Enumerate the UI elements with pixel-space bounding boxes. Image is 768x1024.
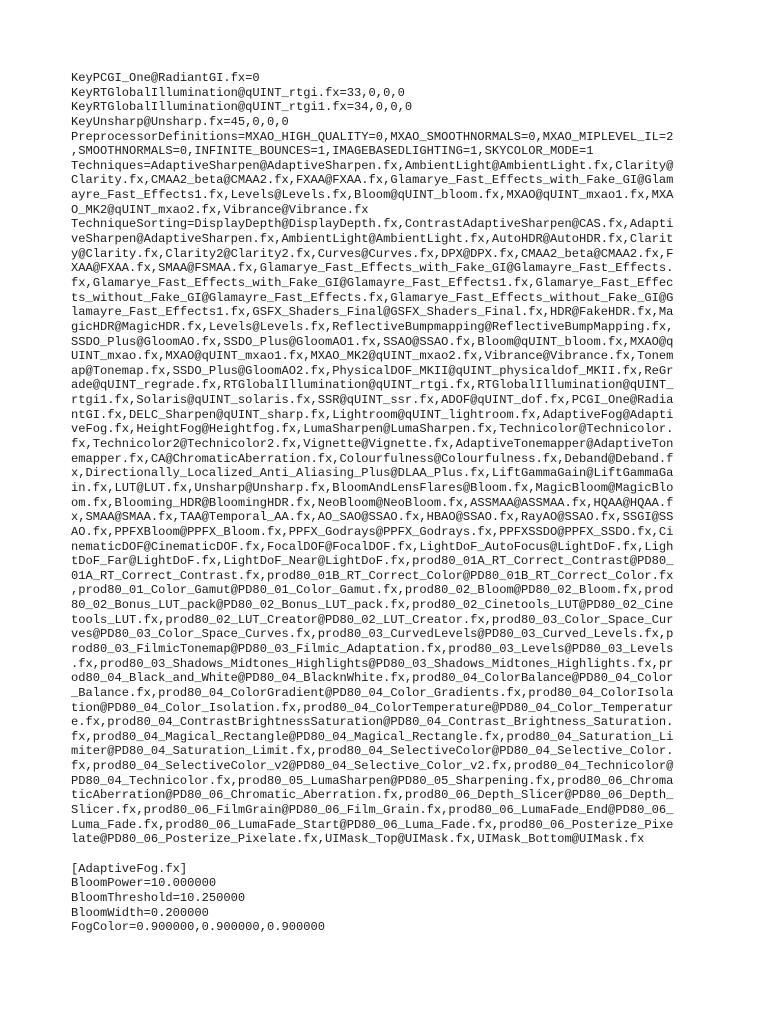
text-line: Luma_Fade.fx,prod80_06_LumaFade_Start@PD80_06_Luma_Fade.fx,prod80_06_Posterize_Pixe (71, 817, 674, 832)
text-line: emapper.fx,CA@ChromaticAberration.fx,Colourfulness@Colourfulness.fx,Deband@Deband.f (71, 451, 674, 466)
text-line: XAA@FXAA.fx,SMAA@FSMAA.fx,Glamarye_Fast_Effects_with_Fake_GI@Glamayre_Fast_Effects. (71, 261, 674, 276)
text-line: fx,prod80_04_SelectiveColor_v2@PD80_04_Selective_Color_v2.fx,prod80_04_Technicolor@ (71, 759, 674, 774)
text-line: TechniqueSorting=DisplayDepth@DisplayDepth.fx,ContrastAdaptiveSharpen@CAS.fx,Adapti (71, 217, 674, 232)
text-line: gicHDR@MagicHDR.fx,Levels@Levels.fx,ReflectiveBumpmapping@ReflectiveBumpMapping.fx, (71, 319, 674, 334)
text-line: rod80_03_FilmicTonemap@PD80_03_Filmic_Adaptation.fx,prod80_03_Levels@PD80_03_Levels (71, 641, 674, 656)
text-line: veSharpen@AdaptiveSharpen.fx,AmbientLight@AmbientLight.fx,AutoHDR@AutoHDR.fx,Clarit (71, 232, 674, 247)
text-line: O_MK2@qUINT_mxao2.fx,Vibrance@Vibrance.fx (71, 202, 369, 217)
text-line: tion@PD80_04_Color_Isolation.fx,prod80_04_ColorTemperature@PD80_04_Color_Temperatur (71, 700, 674, 715)
text-line: in.fx,LUT@LUT.fx,Unsharp@Unsharp.fx,BloomAndLensFlares@Bloom.fx,MagicBloom@MagicBlo (71, 480, 674, 495)
document-text (71, 71, 711, 949)
text-line (71, 847, 711, 862)
text-line: ap@Tonemap.fx,SSDO_Plus@GloomAO2.fx,PhysicalDOF_MKII@qUINT_physicaldof_MKII.fx,ReGr (71, 363, 674, 378)
text-line: KeyPCGI_One@RadiantGI.fx=0 (71, 71, 260, 85)
text-line: PreprocessorDefinitions=MXAO_HIGH_QUALITY=0,MXAO_SMOOTHNORMALS=0,MXAO_MIPLEVEL_IL=2 (71, 129, 674, 144)
setting-bloom-width: FogColor=0.900000,0.900000,0.900000 (71, 920, 326, 935)
text-line: late@PD80_06_Posterize_Pixelate.fx,UIMask_Top@UIMask.fx,UIMask_Bottom@UIMask.fx (71, 832, 645, 847)
text-line: KeyRTGlobalIllumination@qUINT_rtgi1.fx=34,0,0,0 (71, 100, 413, 115)
text-line: fx,Technicolor2@Technicolor2.fx,Vignette@Vignette.fx,AdaptiveTonemapper@AdaptiveTon (71, 437, 674, 452)
text-line: veFog.fx,HeightFog@Heightfog.fx,LumaSharpen@LumaSharpen.fx,Technicolor@Technicolor. (71, 422, 674, 437)
text-line: fx,prod80_04_Magical_Rectangle@PD80_04_Magical_Rectangle.fx,prod80_04_Saturation_Li (71, 729, 674, 744)
text-line: _Balance.fx,prod80_04_ColorGradient@PD80_04_Color_Gradients.fx,prod80_04_ColorIsola (71, 685, 674, 700)
text-line: lamayre_Fast_Effects1.fx,GSFX_Shaders_Final@GSFX_Shaders_Final.fx,HDR@FakeHDR.fx,Ma (71, 305, 674, 320)
text-line: .fx,prod80_03_Shadows_Midtones_Highlights@PD80_03_Shadows_Midtones_Highlights.fx,pr (71, 656, 674, 671)
text-line: ves@PD80_03_Color_Space_Curves.fx,prod80_03_CurvedLevels@PD80_03_Curved_Levels.fx,p (71, 627, 674, 642)
text-line: ,SMOOTHNORMALS=0,INFINITE_BOUNCES=1,IMAGEBASEDLIGHTING=1,SKYCOLOR_MODE=1 (71, 144, 594, 159)
section-header: BloomPower=10.000000 (71, 876, 217, 891)
text-line: ayre_Fast_Effects1.fx,Levels@Levels.fx,Bloom@qUINT_bloom.fx,MXAO@qUINT_mxao1.fx,MXA (71, 188, 674, 203)
text-line: Techniques=AdaptiveSharpen@AdaptiveSharpen.fx,AmbientLight@AmbientLight.fx,Clarity@ (71, 158, 674, 173)
setting-bloom-power: BloomThreshold=10.250000 (71, 890, 246, 905)
text-line: SSDO_Plus@GloomAO.fx,SSDO_Plus@GloomAO1.fx,SSAO@SSAO.fx,Bloom@qUINT_bloom.fx,MXAO@q (71, 334, 674, 349)
text-line: UINT_mxao.fx,MXAO@qUINT_mxao1.fx,MXAO_MK2@qUINT_mxao2.fx,Vibrance@Vibrance.fx,Tonem (71, 349, 674, 364)
text-line: miter@PD80_04_Saturation_Limit.fx,prod80_04_SelectiveColor@PD80_04_Selective_Color. (71, 744, 674, 759)
text-line: nematicDOF@CinematicDOF.fx,FocalDOF@FocalDOF.fx,LightDoF_AutoFocus@LightDoF.fx,Ligh (71, 539, 674, 554)
text-line: y@Clarity.fx,Clarity2@Clarity2.fx,Curves@Curves.fx,DPX@DPX.fx,CMAA2_beta@CMAA2.fx,F (71, 246, 674, 261)
setting-bloom-threshold: BloomWidth=0.200000 (71, 905, 209, 920)
text-line: ticAberration@PD80_06_Chromatic_Aberration.fx,prod80_06_Depth_Slicer@PD80_06_Depth_ (71, 788, 674, 803)
setting-fog-color (71, 935, 711, 950)
blank-line: [AdaptiveFog.fx] (71, 861, 188, 876)
text-line: e.fx,prod80_04_ContrastBrightnessSaturation@PD80_04_Contrast_Brightness_Saturation. (71, 715, 674, 730)
text-line: om.fx,Blooming_HDR@BloomingHDR.fx,NeoBloom@NeoBloom.fx,ASSMAA@ASSMAA.fx,HQAA@HQAA.f (71, 495, 674, 510)
text-line: Clarity.fx,CMAA2_beta@CMAA2.fx,FXAA@FXAA.fx,Glamarye_Fast_Effects_with_Fake_GI@Glam (71, 173, 674, 188)
text-line: PD80_04_Technicolor.fx,prod80_05_LumaSharpen@PD80_05_Sharpening.fx,prod80_06_Chroma (71, 773, 674, 788)
text-line: fx,Glamarye_Fast_Effects_with_Fake_GI@Glamayre_Fast_Effects1.fx,Glamarye_Fast_Effec (71, 275, 674, 290)
text-line: 80_02_Bonus_LUT_pack@PD80_02_Bonus_LUT_pack.fx,prod80_02_Cinetools_LUT@PD80_02_Cine (71, 598, 674, 613)
text-line: ts_without_Fake_GI@Glamayre_Fast_Effects.fx,Glamarye_Fast_Effects_without_Fake_GI@G (71, 290, 674, 305)
text-line: x,SMAA@SMAA.fx,TAA@Temporal_AA.fx,AO_SAO@SSAO.fx,HBAO@SSAO.fx,RayAO@SSAO.fx,SSGI@SS (71, 510, 674, 525)
text-line: ntGI.fx,DELC_Sharpen@qUINT_sharp.fx,Lightroom@qUINT_lightroom.fx,AdaptiveFog@Adapti (71, 407, 674, 422)
text-line: 01A_RT_Correct_Contrast.fx,prod80_01B_RT_Correct_Color@PD80_01B_RT_Correct_Color.fx (71, 568, 674, 583)
text-line: ade@qUINT_regrade.fx,RTGlobalIllumination@qUINT_rtgi.fx,RTGlobalIllumination@qUINT_ (71, 378, 674, 393)
text-line: KeyRTGlobalIllumination@qUINT_rtgi.fx=33,0,0,0 (71, 85, 405, 100)
text-line: rtgi1.fx,Solaris@qUINT_solaris.fx,SSR@qUINT_ssr.fx,ADOF@qUINT_dof.fx,PCGI_One@Radia (71, 393, 674, 408)
text-line: KeyUnsharp@Unsharp.fx=45,0,0,0 (71, 114, 289, 129)
text-line: tDoF_Far@LightDoF.fx,LightDoF_Near@LightDoF.fx,prod80_01A_RT_Correct_Contrast@PD80_ (71, 554, 674, 569)
text-line: x,Directionally_Localized_Anti_Aliasing_Plus@DLAA_Plus.fx,LiftGammaGain@LiftGammaGa (71, 466, 674, 481)
text-line: ,prod80_01_Color_Gamut@PD80_01_Color_Gamut.fx,prod80_02_Bloom@PD80_02_Bloom.fx,prod (71, 583, 674, 598)
text-line: Slicer.fx,prod80_06_FilmGrain@PD80_06_Film_Grain.fx,prod80_06_LumaFade_End@PD80_06_ (71, 803, 674, 818)
text-line: tools_LUT.fx,prod80_02_LUT_Creator@PD80_02_LUT_Creator.fx,prod80_03_Color_Space_Cur (71, 612, 674, 627)
text-line: AO.fx,PPFXBloom@PPFX_Bloom.fx,PPFX_Godrays@PPFX_Godrays.fx,PPFXSSDO@PPFX_SSDO.fx,Ci (71, 524, 674, 539)
text-line: od80_04_Black_and_White@PD80_04_BlacknWhite.fx,prod80_04_ColorBalance@PD80_04_Color (71, 671, 674, 686)
